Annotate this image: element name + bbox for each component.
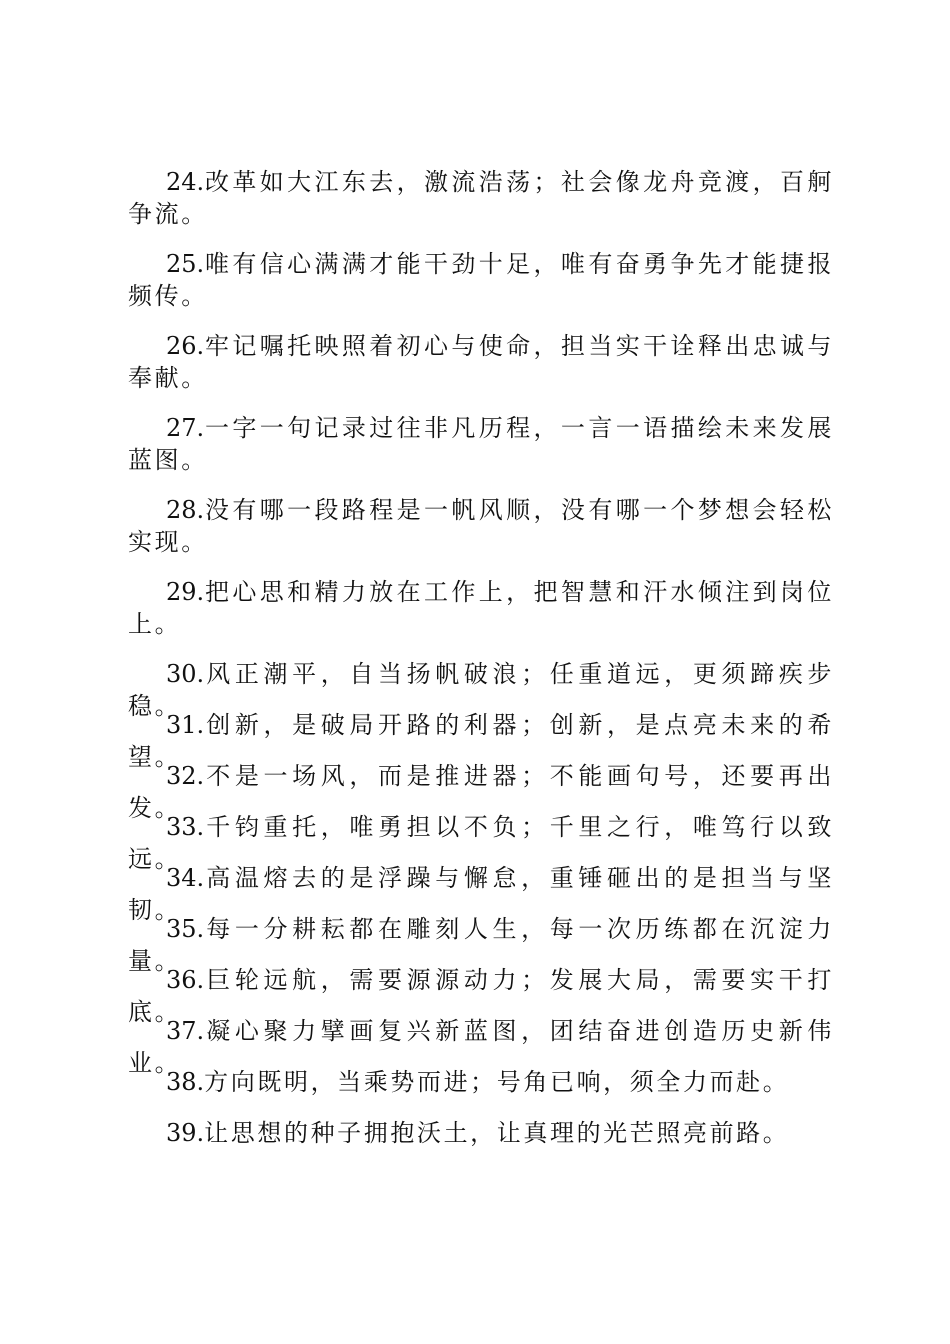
list-item — [128, 811, 834, 873]
item-text: 不是一场风，而是推进器；不能画句号，还要再出发。 — [128, 762, 834, 822]
list-item — [128, 1066, 834, 1117]
item-number: 25. — [166, 250, 205, 278]
item-text: 唯有信心满满才能干劲十足，唯有奋勇争先才能捷报频传。 — [128, 250, 834, 310]
list-item — [128, 913, 834, 975]
item-text: 没有哪一段路程是一帆风顺，没有哪一个梦想会轻松实现。 — [128, 496, 834, 556]
list-item — [128, 862, 834, 924]
item-number: 29. — [166, 578, 205, 606]
list-item — [128, 576, 834, 640]
item-number: 35. — [166, 915, 205, 943]
item-number: 39. — [166, 1119, 205, 1147]
list-item — [128, 709, 834, 771]
item-text: 千钧重托，唯勇担以不负；千里之行，唯笃行以致远。 — [128, 813, 834, 873]
item-text: 改革如大江东去，激流浩荡；社会像龙舟竞渡，百舸争流。 — [128, 168, 834, 228]
item-number: 31. — [166, 711, 205, 739]
item-number: 26. — [166, 332, 205, 360]
item-text: 把心思和精力放在工作上，把智慧和汗水倾注到岗位上。 — [128, 578, 834, 638]
item-text: 凝心聚力擘画复兴新蓝图，团结奋进创造历史新伟业。 — [128, 1017, 834, 1077]
list-item — [128, 330, 834, 394]
list-item — [128, 1015, 834, 1077]
item-text: 巨轮远航，需要源源动力；发展大局，需要实干打底。 — [128, 966, 834, 1026]
item-number: 28. — [166, 496, 205, 524]
item-text: 风正潮平，自当扬帆破浪；任重道远，更须蹄疾步稳。 — [128, 660, 834, 720]
item-text: 让思想的种子拥抱沃土，让真理的光芒照亮前路。 — [204, 1119, 790, 1147]
list-item — [128, 760, 834, 822]
item-number: 36. — [166, 966, 205, 994]
item-text: 牢记嘱托映照着初心与使命，担当实干诠释出忠诚与奉献。 — [128, 332, 834, 392]
item-text: 方向既明，当乘势而进；号角已响，须全力而赴。 — [204, 1068, 790, 1096]
item-text: 每一分耕耘都在雕刻人生，每一次历练都在沉淀力量。 — [128, 915, 834, 975]
list-item — [128, 166, 834, 230]
list-item — [128, 658, 834, 720]
list-item — [128, 248, 834, 312]
list-item — [128, 1117, 834, 1168]
item-number: 33. — [166, 813, 205, 841]
numbered-list — [128, 166, 834, 1168]
item-text: 高温熔去的是浮躁与懈怠，重锤砸出的是担当与坚韧。 — [128, 864, 834, 924]
list-item — [128, 964, 834, 1026]
item-number: 27. — [166, 414, 205, 442]
item-number: 24. — [166, 168, 205, 196]
item-text: 一字一句记录过往非凡历程，一言一语描绘未来发展蓝图。 — [128, 414, 834, 474]
item-number: 32. — [166, 762, 205, 790]
item-number: 30. — [166, 660, 205, 688]
item-text: 创新，是破局开路的利器；创新，是点亮未来的希望。 — [128, 711, 834, 771]
list-item — [128, 412, 834, 476]
item-number: 37. — [166, 1017, 205, 1045]
item-number: 38. — [166, 1068, 205, 1096]
list-item — [128, 494, 834, 558]
item-number: 34. — [166, 864, 205, 892]
